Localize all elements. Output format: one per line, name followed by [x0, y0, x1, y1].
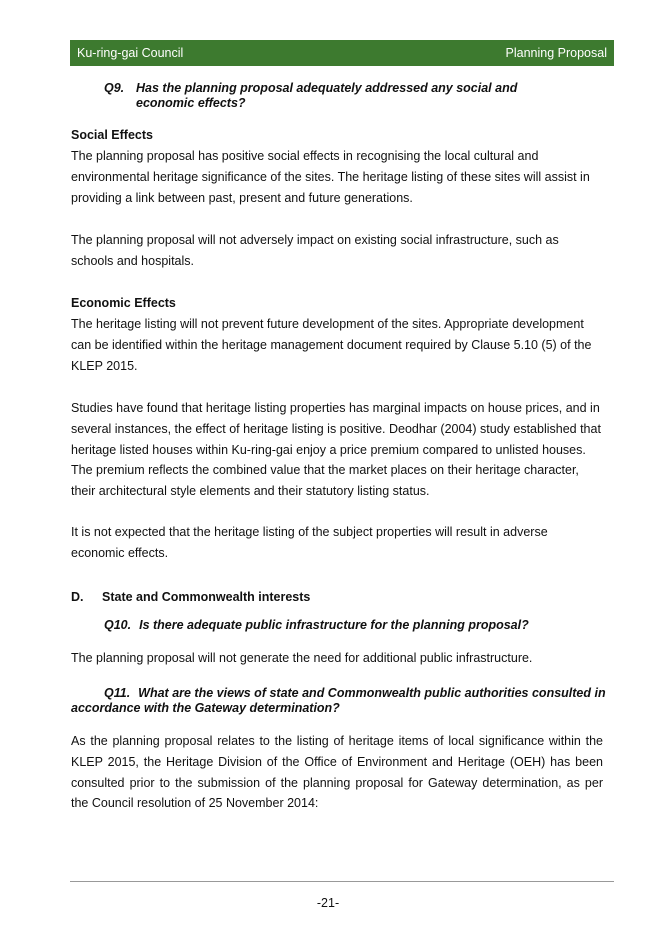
- question-q9: [104, 81, 574, 111]
- section-title: State and Commonwealth interests: [102, 590, 311, 604]
- question-text: Is there adequate public infrastructure for the planning proposal?: [139, 618, 529, 632]
- question-q11: [71, 686, 611, 716]
- section-letter: D.: [71, 590, 84, 604]
- social-effects-paragraph-1: The planning proposal has positive social effects in recognising the local cultural and environmental heritage significance of the sites. The heritage listing of these sites will assist in providing a link between past, present and future generations.: [71, 149, 590, 205]
- question-number: Q10.: [104, 618, 132, 632]
- question-number: Q9.: [104, 81, 125, 95]
- economic-effects-paragraph-3: It is not expected that the heritage listing of the subject properties will result in adverse economic effects.: [71, 525, 548, 560]
- page-number: -21-: [316, 896, 340, 910]
- footer-divider: [70, 881, 614, 882]
- section-d-heading: [71, 590, 310, 604]
- question-number: Q11.: [104, 686, 131, 700]
- q11-answer: As the planning proposal relates to the listing of heritage items of local significance within the KLEP 2015, the Heritage Division of the Office of Environment and Heritage (OEH) has been consulted prior to the submission of the planning proposal for Gateway determination, as per the Council resolution of 25 November 2014:: [71, 734, 603, 811]
- question-q10: [104, 618, 529, 633]
- social-effects-paragraph-2: The planning proposal will not adversely impact on existing social infrastructure, such as schools and hospitals.: [71, 233, 559, 268]
- header-document-type: Planning Proposal: [505, 46, 607, 60]
- header-council-name: Ku-ring-gai Council: [77, 46, 184, 60]
- social-effects-heading: Social Effects: [71, 128, 153, 142]
- economic-effects-paragraph-1: The heritage listing will not prevent future development of the sites. Appropriate development can be identified within the heritage management document required by Clause 5.10 (5) of the KLEP 2015.: [71, 317, 592, 373]
- question-text: What are the views of state and Commonwealth public authorities consulted in accordance with the Gateway determination?: [71, 686, 606, 715]
- q10-answer: The planning proposal will not generate the need for additional public infrastructure.: [71, 651, 533, 665]
- question-text: Has the planning proposal adequately addressed any social and economic effects?: [136, 81, 518, 110]
- economic-effects-heading: Economic Effects: [71, 296, 176, 310]
- page-header: [70, 40, 614, 66]
- economic-effects-paragraph-2: Studies have found that heritage listing properties has marginal impacts on house prices, and in several instances, the effect of heritage listing is positive. Deodhar (2004) study established that heritage listed houses within Ku-ring-gai enjoy a price premium compared to unlisted houses. The premium reflects the combined value that the market places on their heritage character, their architectural style elements and their statutory listing status.: [71, 401, 601, 499]
